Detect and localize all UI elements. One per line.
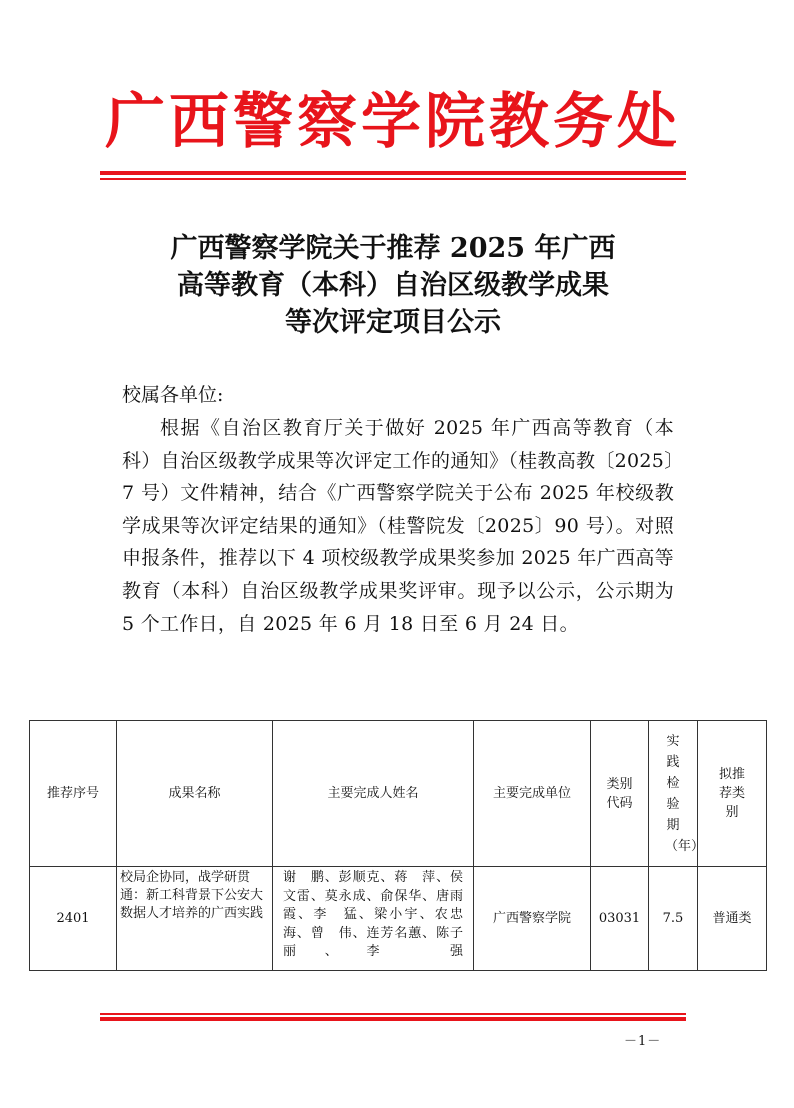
title-line-3: 等次评定项目公示 xyxy=(285,307,501,338)
table-row xyxy=(30,867,767,971)
cell-persons: 谢 鹏、彭顺克、蒋 萍、侯文雷、莫永成、俞保华、唐雨霞、李 猛、梁小宇、农忠海、曾 伟、连芳名蕙、陈子丽、李 强 xyxy=(273,867,474,971)
header-period: 实践检验期（年） xyxy=(665,733,705,854)
header-name: 成果名称 xyxy=(117,721,273,867)
cell-unit: 广西警察学院 xyxy=(474,867,591,971)
header-period-cell xyxy=(649,721,705,867)
salutation: 校属各单位: xyxy=(122,384,224,406)
title-line-1: 广西警察学院关于推荐 2025 年广西 xyxy=(170,233,616,264)
table-header-row xyxy=(30,721,767,867)
header-persons: 主要完成人姓名 xyxy=(273,721,474,867)
header-category-cell xyxy=(698,721,767,867)
cell-seq: 2401 xyxy=(30,867,117,971)
cell-name: 校局企协同，战学研贯通：新工科背景下公安大数据人才培养的广西实践 xyxy=(117,867,273,971)
header-seq: 推荐序号 xyxy=(30,721,117,867)
title-line-2: 高等教育（本科）自治区级教学成果 xyxy=(177,270,609,301)
body-paragraph: 根据《自治区教育厅关于做好 2025 年广西高等教育（本科）自治区级教学成果等次评定工作的通知》（桂教高教〔2025〕7 号）文件精神，结合《广西警察学院关于公布 2025 年校级教学成果等次评定结果的通知》（桂警院发〔2025〕90 号）。对照申报条件，推荐以下 4 项校级教学成果奖参加 2025 年广西高等教育（本科）自治区级教学成果奖评审。现予以公示，公示期为 5 个工作日，自 2025 年 6 月 18 日至 6 月 24 日。 xyxy=(122,417,674,635)
cell-category: 普通类 xyxy=(698,867,767,971)
cell-code: 03031 xyxy=(591,867,649,971)
header-rule-thin xyxy=(100,178,686,180)
header-category: 拟推荐类别 xyxy=(718,767,745,820)
header-unit: 主要完成单位 xyxy=(474,721,591,867)
cell-period: 7.5 xyxy=(649,867,698,971)
footer-rule-thin xyxy=(100,1013,686,1015)
org-header: 广西警察学院教务处 xyxy=(105,87,681,157)
document-title xyxy=(100,230,686,341)
header-code: 类别代码 xyxy=(606,776,633,811)
recommendation-table xyxy=(29,720,767,971)
footer-rule-thick xyxy=(100,1017,686,1021)
header-rule-thick xyxy=(100,171,686,175)
page-number: －1－ xyxy=(624,1034,662,1049)
header-code-cell xyxy=(591,721,649,867)
